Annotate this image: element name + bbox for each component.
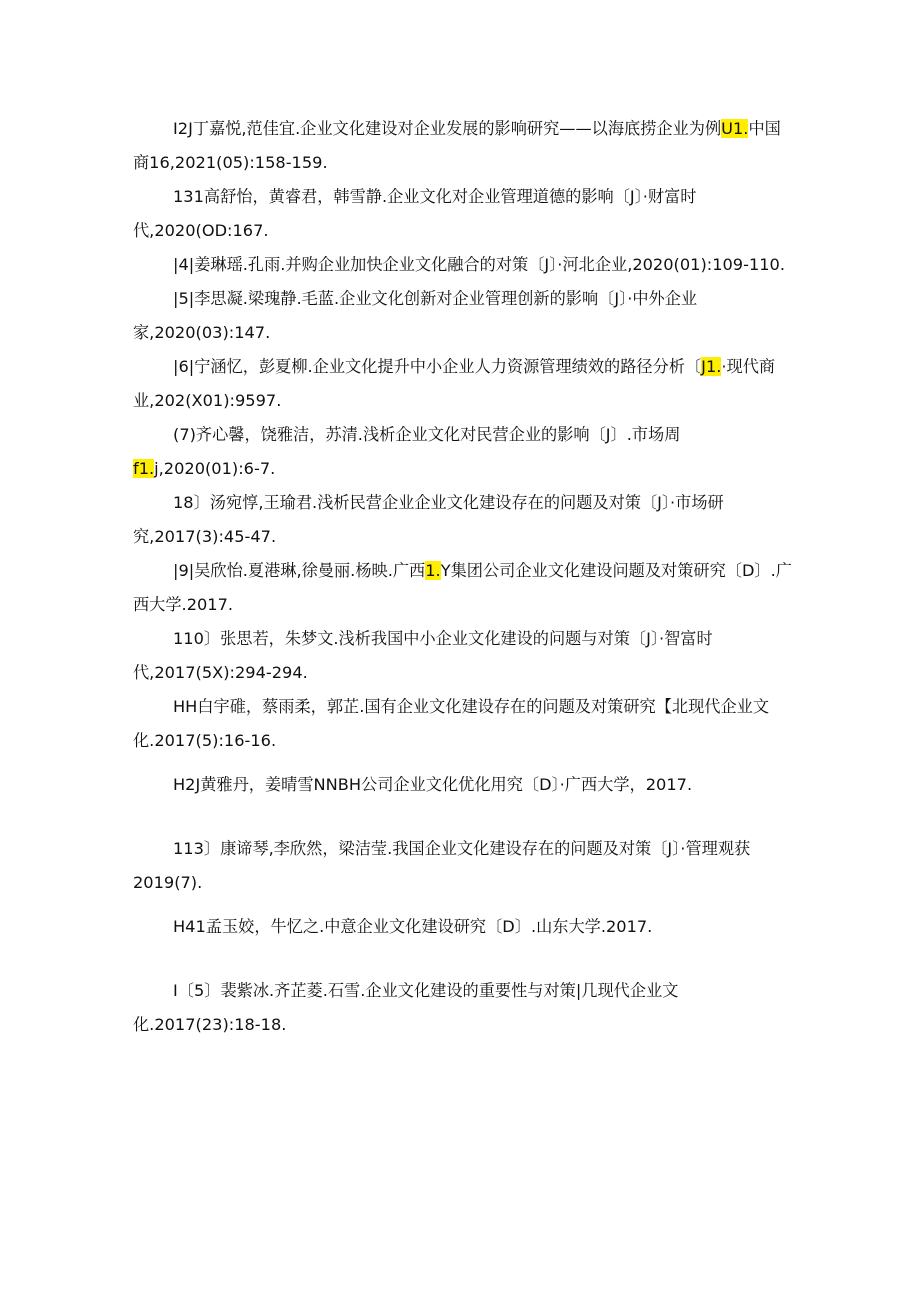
highlighted-text: 1. [425,561,441,580]
reference-item: 131高舒怡，黄睿君，韩雪静.企业文化对企业管理道德的影响〔J〕·财富时代,2020(OD:167. [133,187,697,240]
highlighted-text: f1. [133,459,155,478]
reference-item: |9|吴欣怡.夏港琳,徐曼丽.杨映.广西1.Y集团公司企业文化建设问题及对策研究〔D〕.广西大学.2017. [133,561,792,614]
reference-item: I2J丁嘉悦,范佳宜.企业文化建设对企业发展的影响研究——以海底捞企业为例U1.中国商16,2021(05):158-159. [133,119,781,172]
reference-item: H2J黄雅丹，姜晴雪NNBH公司企业文化优化用究〔D〕·广西大学，2017. [173,775,693,794]
reference-item: 18〕汤宛惇,王瑜君.浅析民营企业企业文化建设存在的问题及对策〔J〕·市场研究,2017(3):45-47. [133,493,724,546]
reference-item: 110〕张思若，朱梦文.浅析我国中小企业文化建设的问题与对策〔J〕·智富时代,2017(5X):294-294. [133,629,713,682]
reference-item: |4|姜琳瑶.孔雨.并购企业加快企业文化融合的对策〔J〕·河北企业,2020(01):109-110. [173,255,785,274]
reference-item: HH白宇碓，蔡雨柔，郭芷.国有企业文化建设存在的问题及对策研究【北现代企业文化.2017(5):16-16. [133,697,770,750]
highlighted-text: U1. [721,119,749,138]
reference-item: |5|李思凝.梁瑰静.毛蓝.企业文化创新对企业管理创新的影响〔J〕·中外企业家,2020(03):147. [133,289,698,342]
highlighted-text: J1. [701,357,722,376]
reference-item: 113〕康谛琴,李欣然，梁洁莹.我国企业文化建设存在的问题及对策〔J〕·管理观获2019(7). [133,839,751,892]
reference-item: (7)齐心馨，饶雅洁，苏清.浅析企业文化对民营企业的影响〔J〕.市场周f1.j,2020(01):6-7. [133,425,681,478]
reference-item: |6|宁涵忆，彭夏柳.企业文化提升中小企业人力资源管理绩效的路径分析〔J1.·现代商业,202(X01):9597. [133,357,776,410]
reference-list [133,112,793,1042]
reference-item: I〔5〕裴紫冰.齐芷菱.石雪.企业文化建设的重要性与对策|几现代企业文化.2017(23):18-18. [133,981,679,1034]
reference-item: H41孟玉姣，牛忆之.中意企业文化建设研究〔D〕.山东大学.2017. [173,917,653,936]
